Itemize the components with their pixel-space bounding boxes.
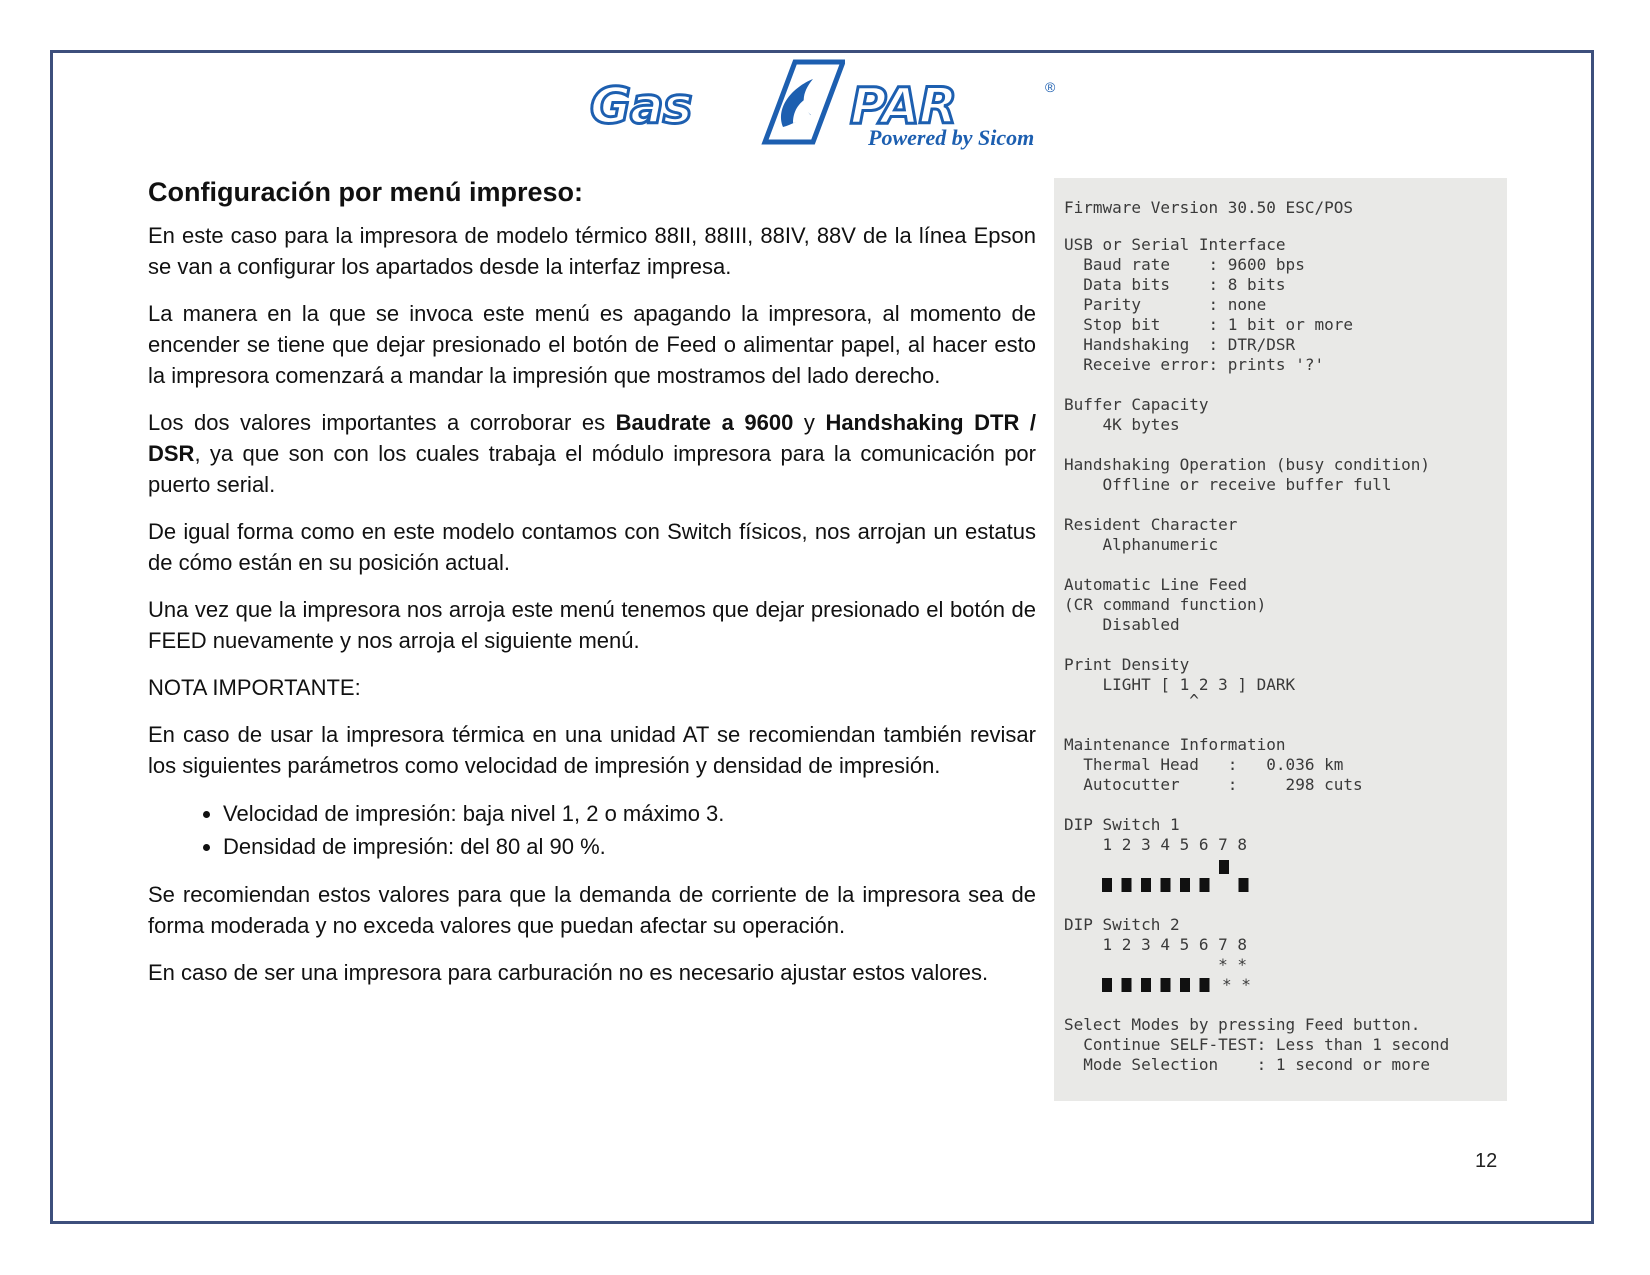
receipt-resident-value: Alphanumeric — [1064, 535, 1219, 554]
receipt-handshaking: Handshaking : DTR/DSR — [1064, 335, 1296, 354]
receipt-thermal-head: Thermal Head : 0.036 km — [1064, 755, 1344, 774]
receipt-firmware: Firmware Version 30.50 ESC/POS — [1064, 198, 1353, 217]
receipt-continue-selftest: Continue SELF-TEST: Less than 1 second — [1064, 1035, 1450, 1054]
text-run: y — [793, 410, 826, 436]
bold-baudrate: Baudrate a 9600 — [615, 410, 794, 436]
list-item: • Velocidad de impresión: baja nivel 1, 2 o máximo 3. — [223, 797, 1036, 830]
receipt-maint-title: Maintenance Information — [1064, 735, 1286, 754]
receipt-buffer-value: 4K bytes — [1064, 415, 1180, 434]
registered-mark: ® — [1045, 79, 1056, 95]
receipt-dip2-stars-top: * * — [1064, 955, 1248, 974]
parameter-list — [148, 797, 1036, 863]
receipt-resident-title: Resident Character — [1064, 515, 1238, 534]
receipt-databits: Data bits : 8 bits — [1064, 275, 1286, 294]
text-run: Los dos valores importantes a corroborar es — [148, 410, 616, 436]
main-content — [148, 175, 1036, 1004]
section-title: Configuración por menú impreso: — [148, 177, 584, 207]
receipt-density-title: Print Density — [1064, 655, 1190, 674]
paragraph-carburation: En caso de ser una impresora para carburación no es necesario ajustar estos valores. — [148, 960, 989, 986]
receipt-dip1-title: DIP Switch 1 — [1064, 815, 1180, 834]
paragraph-recommendation: Se recomiendan estos valores para que la demanda de corriente de la impresora sea de forma moderada y no exceda valores que puedan afectar su operación. — [148, 882, 1036, 939]
paragraph-intro: En este caso para la impresora de modelo térmico 88II, 88III, 88IV, 88V de la línea Epson se van a configurar los apartados desde la interfaz impresa. — [148, 223, 1036, 280]
receipt-alf-title: Automatic Line Feed — [1064, 575, 1248, 594]
receipt-buffer-title: Buffer Capacity — [1064, 395, 1209, 414]
receipt-parity: Parity : none — [1064, 295, 1267, 314]
receipt-mode-selection: Mode Selection : 1 second or more — [1064, 1055, 1431, 1074]
note-heading: NOTA IMPORTANTE: — [148, 675, 361, 701]
list-item: • Densidad de impresión: del 80 al 90 %. — [223, 830, 1036, 863]
receipt-select-modes: Select Modes by pressing Feed button. — [1064, 1015, 1421, 1034]
paragraph-at-unit: En caso de usar la impresora térmica en una unidad AT se recomiendan también revisar los siguientes parámetros como velocidad de impresión y densidad de impresión. — [148, 722, 1036, 779]
flame-emblem-icon — [735, 57, 845, 147]
receipt-alf-sub: (CR command function) — [1064, 595, 1267, 614]
paragraph-feed-again: Una vez que la impresora nos arroja este menú tenemos que dejar presionado el botón de FEED nuevamente y nos arroja el siguiente menú. — [148, 597, 1036, 654]
receipt-hs-op-value: Offline or receive buffer full — [1064, 475, 1392, 494]
receipt-alf-value: Disabled — [1064, 615, 1180, 634]
bold-handshaking: Handshaking DTR / DSR — [148, 410, 1037, 467]
dip2-switch-bars — [1102, 976, 1222, 996]
logo-tagline: Powered by Sicom — [868, 125, 1035, 150]
paragraph-important-values — [148, 407, 1036, 500]
receipt-receive-error: Receive error: prints '?' — [1064, 355, 1325, 374]
receipt-baud: Baud rate : 9600 bps — [1064, 255, 1305, 274]
text-run: , ya que son con los cuales trabaja el módulo impresora para la comunicación por puerto serial. — [148, 441, 1036, 498]
receipt-density-caret: ^ — [1064, 691, 1199, 710]
gaspar-logo — [590, 55, 1070, 155]
logo-gas-text: Gas — [590, 77, 692, 135]
paragraph-invoke-menu: La manera en la que se invoca este menú es apagando la impresora, al momento de encender se tiene que dejar presionado el botón de Feed o alimentar papel, al hacer esto la impresora comenzará a mandar la impresión que mostramos del lado derecho. — [148, 301, 1036, 389]
receipt-density-value: LIGHT [ 1 2 3 ] DARK — [1064, 675, 1296, 694]
receipt-stopbit: Stop bit : 1 bit or more — [1064, 315, 1353, 334]
dip1-switch-bars — [1102, 860, 1252, 900]
receipt-hs-op-title: Handshaking Operation (busy condition) — [1064, 455, 1431, 474]
page-number: 12 — [1475, 1150, 1498, 1172]
printed-receipt-photo — [1054, 178, 1507, 1101]
receipt-dip1-numbers: 1 2 3 4 5 6 7 8 — [1064, 835, 1248, 854]
logo-par-text: PAR — [850, 77, 957, 135]
receipt-dip2-title: DIP Switch 2 — [1064, 915, 1180, 934]
receipt-dip2-numbers: 1 2 3 4 5 6 7 8 — [1064, 935, 1248, 954]
receipt-interface-title: USB or Serial Interface — [1064, 235, 1286, 254]
paragraph-switches: De igual forma como en este modelo contamos con Switch físicos, nos arrojan un estatus de cómo están en su posición actual. — [148, 519, 1036, 576]
receipt-autocutter: Autocutter : 298 cuts — [1064, 775, 1363, 794]
receipt-dip2-stars-bottom: * * — [1222, 975, 1251, 994]
